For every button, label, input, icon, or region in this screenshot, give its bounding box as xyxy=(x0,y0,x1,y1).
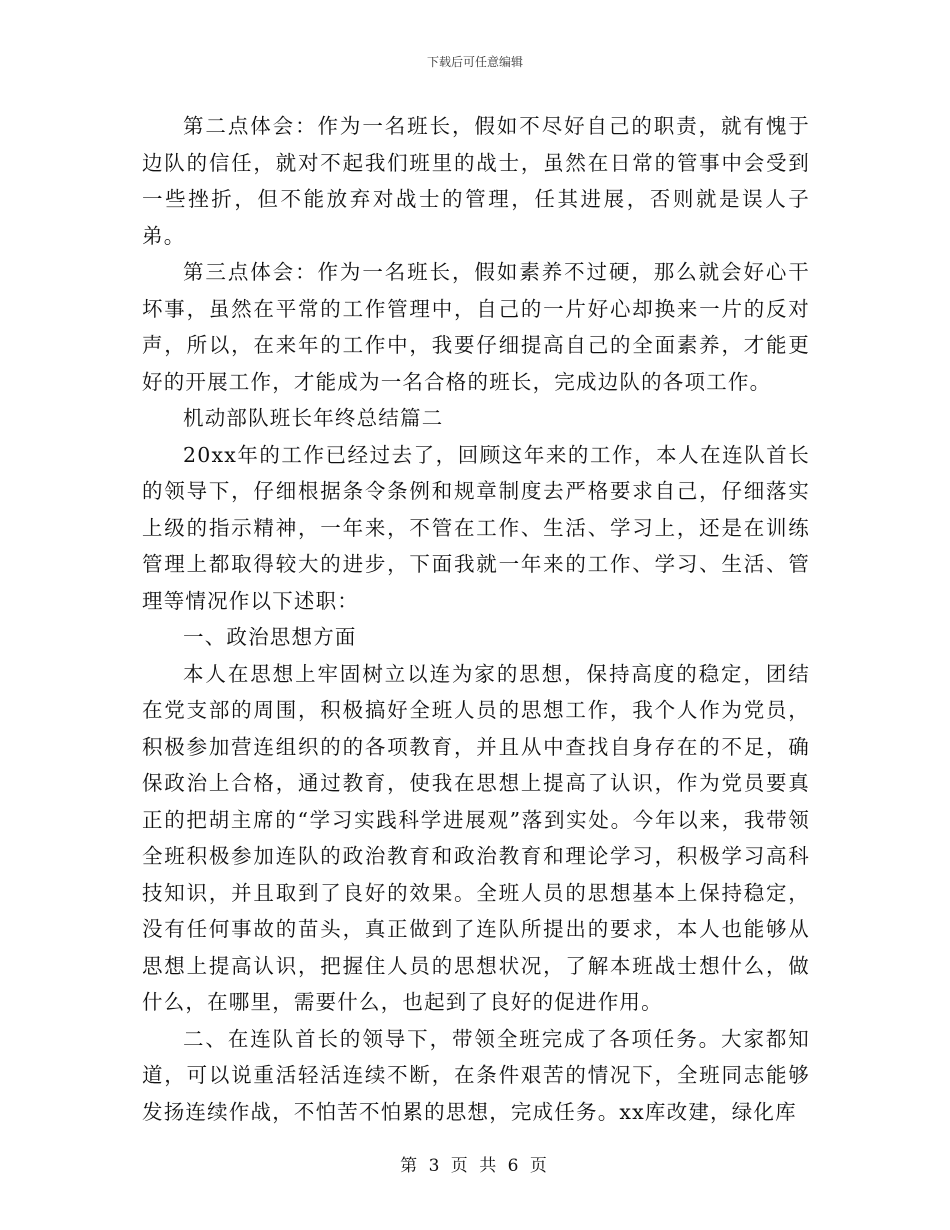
paragraph-political-thought: 本人在思想上牢固树立以连为家的思想，保持高度的稳定，团结在党支部的周围，积极搞好全班人员的思想工作，我个人作为党员，积极参加营连组织的的各项教育，并且从中查找自身存在的不足，确保政治上合格，通过教育，使我在思想上提高了认识，作为党员要真正的把胡主席的“学习实践科学进展观”落到实处。今年以来，我带领全班积极参加连队的政治教育和政治教育和理论学习，积极学习高科技知识，并且取到了良好的效果。全班人员的思想基本上保持稳定，没有任何事故的苗头，真正做到了连队所提出的要求，本人也能够从思想上提高认识，把握住人员的思想状况，了解本班战士想什么，做什么，在哪里，需要什么，也起到了良好的促进作用。 xyxy=(142,661,810,1014)
paragraph-third-insight: 第三点体会：作为一名班长，假如素养不过硬，那么就会好心干坏事，虽然在平常的工作管理中，自己的一片好心却换来一片的反对声，所以，在来年的工作中，我要仔细提高自己的全面素养，才能更好的开展工作，才能成为一名合格的班长，完成边队的各项工作。 xyxy=(142,260,810,394)
page-header-note: 下载后可任意编辑 xyxy=(426,55,523,69)
document-body xyxy=(142,108,810,1130)
paragraph-second-insight: 第二点体会：作为一名班长，假如不尽好自己的职责，就有愧于边队的信任，就对不起我们班里的战士，虽然在日常的管事中会受到一些挫折，但不能放弃对战士的管理，任其进展，否则就是误人子弟。 xyxy=(142,114,810,248)
page-number: 第 3 页 共 6 页 xyxy=(400,1156,550,1176)
paragraph-year-review: 20xx年的工作已经过去了，回顾这年来的工作，本人在连队首长的领导下，仔细根据条令条例和规章制度去严格要求自己，仔细落实上级的指示精神，一年来，不管在工作、生活、学习上，还是在训练管理上都取得较大的进步，下面我就一年来的工作、学习、生活、管理等情况作以下述职： xyxy=(142,442,810,613)
heading-political-thought: 一、政治思想方面 xyxy=(183,625,357,649)
section-title-part-two: 机动部队班长年终总结篇二 xyxy=(183,406,444,430)
paragraph-tasks-completed: 二、在连队首长的领导下，带领全班完成了各项任务。大家都知道，可以说重活轻活连续不断，在条件艰苦的情况下，全班同志能够发扬连续作战，不怕苦不怕累的思想，完成任务。xx库改建，绿化库 xyxy=(142,1026,810,1124)
